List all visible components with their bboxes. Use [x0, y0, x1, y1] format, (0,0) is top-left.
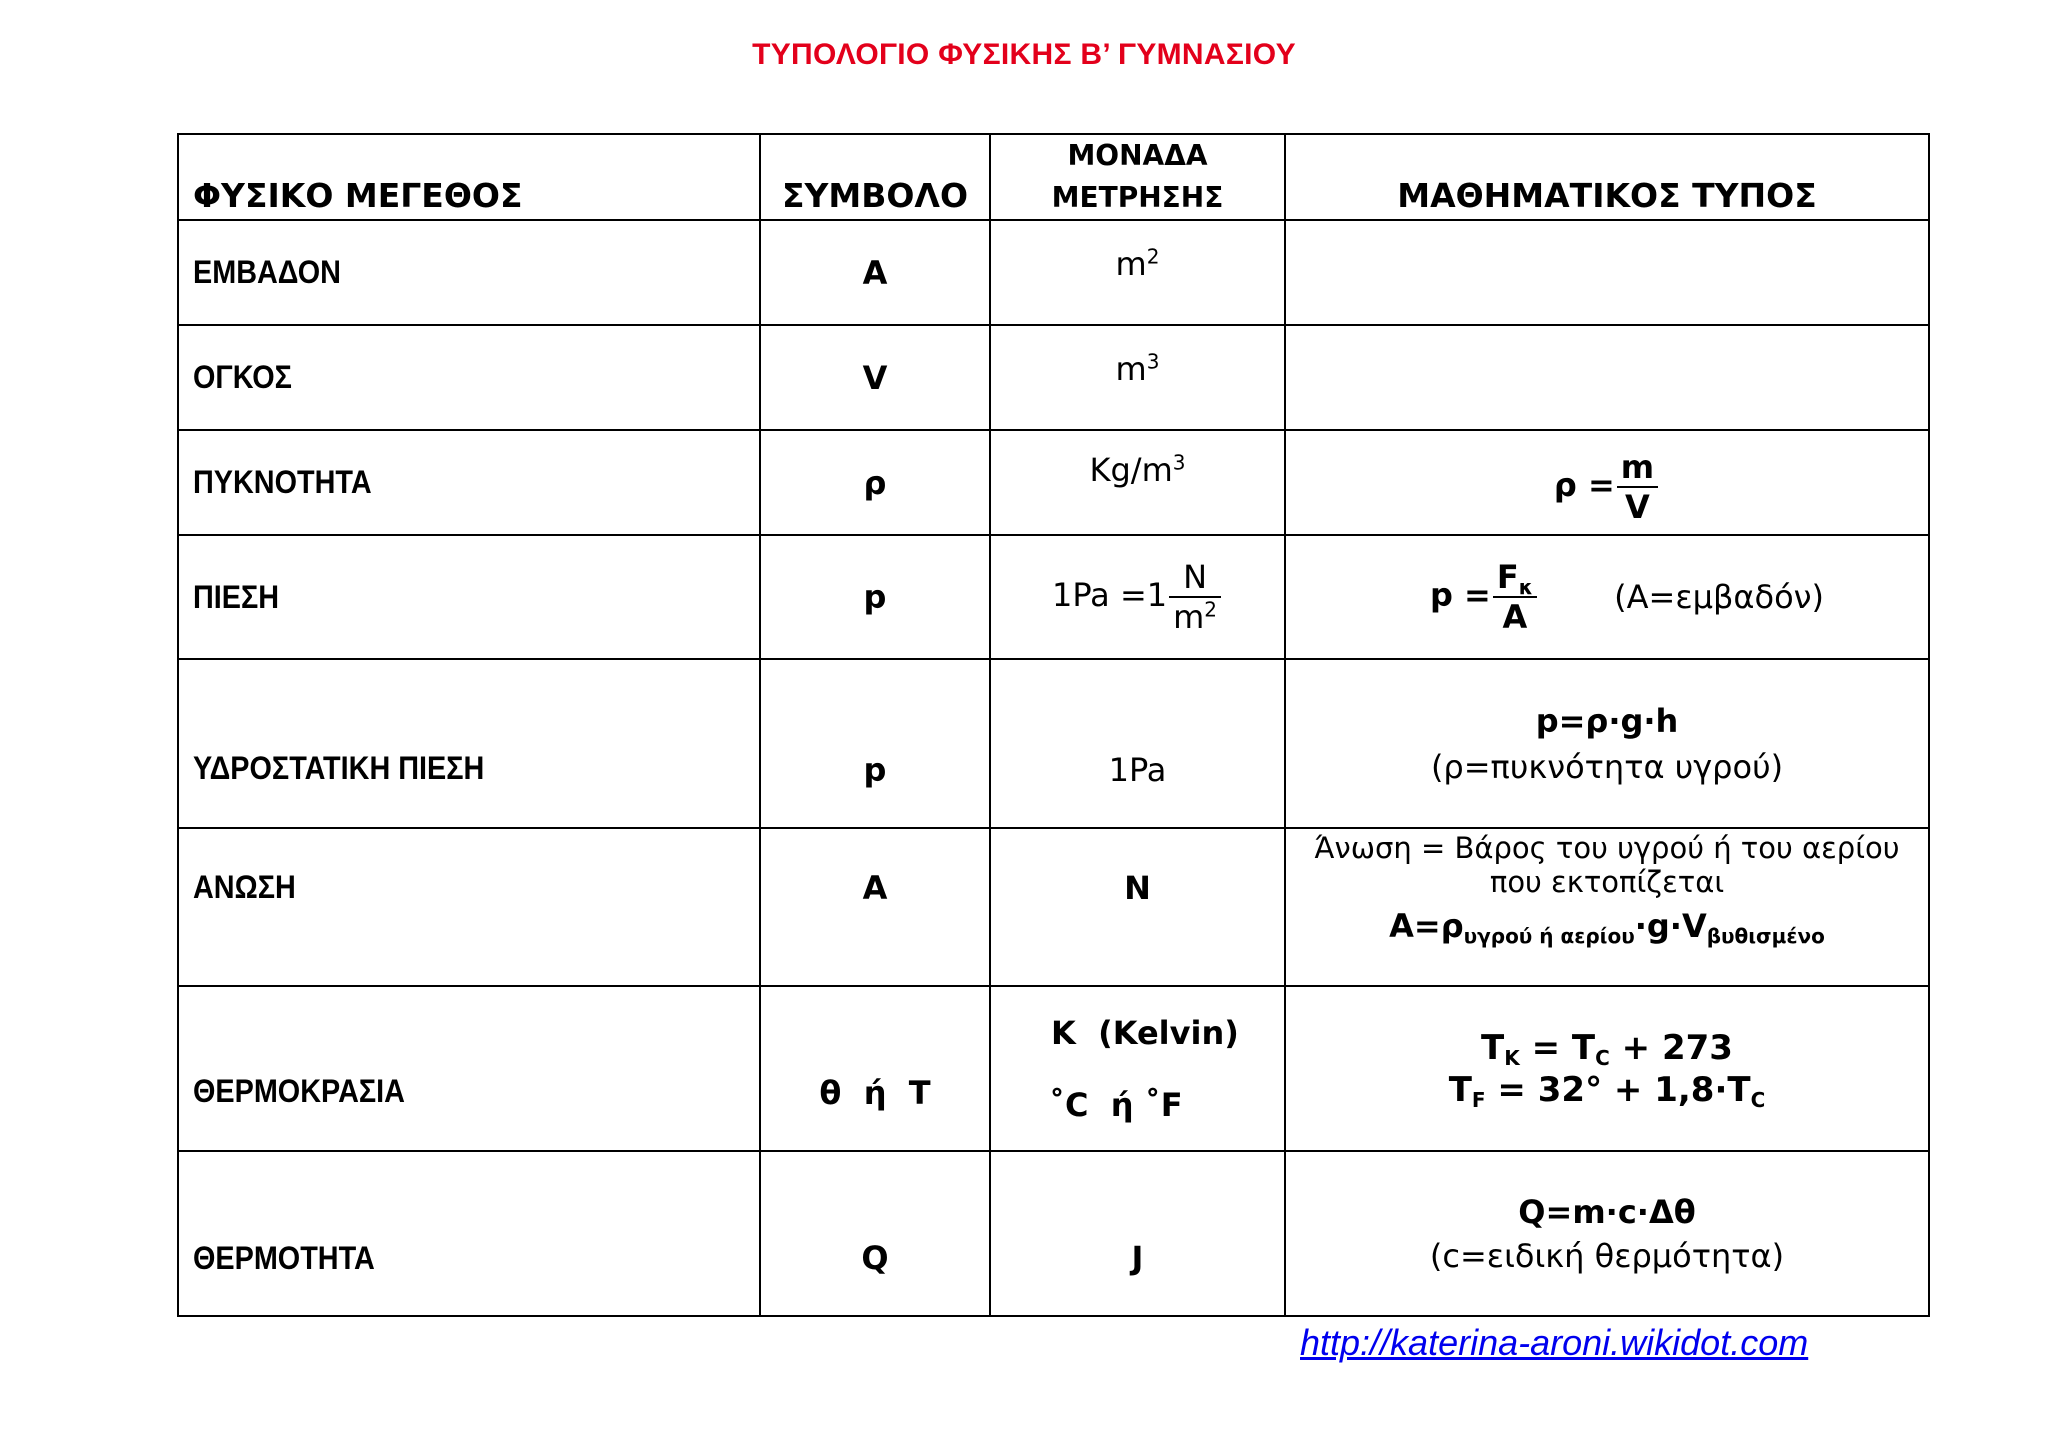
table-row — [178, 1151, 1929, 1316]
row-name: ΘΕΡΜΟΚΡΑΣΙΑ — [178, 986, 760, 1151]
density-fraction: $\frac{m}{V}$ — [1617, 448, 1658, 526]
row-unit: $m^2$ — [990, 220, 1285, 325]
pressure-note: (Α=εμβαδόν) — [1614, 578, 1824, 616]
header-unit — [990, 134, 1285, 220]
row-unit — [990, 986, 1285, 1151]
pressure-formula: p = $\frac{F\kappa}{A}$ — [1430, 558, 1539, 636]
row-unit: N — [990, 828, 1285, 986]
row-unit: 1Pa =1 $\frac{N}{m^2}$ — [990, 535, 1285, 659]
table-row — [178, 659, 1929, 828]
buoyancy-formula: A=ρυγρού ή αερίου·g·Vβυθισμένο — [1389, 907, 1825, 948]
row-symbol: θ ή T — [760, 986, 990, 1151]
row-name: ΠΙΕΣΗ — [178, 535, 760, 659]
table-row — [178, 828, 1929, 986]
row-name: ΟΓΚΟΣ — [178, 325, 760, 430]
pascal-fraction: $\frac{N}{m^2}$ — [1169, 558, 1221, 636]
row-symbol: ρ — [760, 430, 990, 535]
row-name: ΥΔΡΟΣΤΑΤΙΚΗ ΠΙΕΣΗ — [178, 659, 760, 828]
row-symbol: Q — [760, 1151, 990, 1316]
row-formula — [1285, 325, 1929, 430]
formula-table — [177, 133, 1930, 1317]
header-row — [178, 134, 1929, 220]
heat-formula: Q=m·c·Δθ — [1518, 1192, 1696, 1231]
row-symbol: V — [760, 325, 990, 430]
row-name: ΠΥΚΝΟΤΗΤΑ — [178, 430, 760, 535]
kelvin-formula: TK = TC + 273 — [1481, 1027, 1733, 1070]
row-symbol: A — [760, 220, 990, 325]
temp-unit-line2: ˚C ή ˚F — [1049, 1085, 1183, 1124]
hydrostatic-formula: p=ρ·g·h — [1535, 701, 1679, 740]
row-symbol: p — [760, 659, 990, 828]
row-unit: J — [990, 1151, 1285, 1316]
row-formula — [1285, 220, 1929, 325]
row-symbol: p — [760, 535, 990, 659]
table-row — [178, 220, 1929, 325]
table-row — [178, 325, 1929, 430]
row-formula: ρ = $\frac{m}{V}$ — [1285, 430, 1929, 535]
row-unit: 1Pa — [990, 659, 1285, 828]
row-formula — [1285, 986, 1929, 1151]
footer-link[interactable]: http://katerina-aroni.wikidot.com — [1300, 1322, 1809, 1363]
table-row — [178, 535, 1929, 659]
header-symbol: ΣΥΜΒΟΛΟ — [760, 134, 990, 220]
page-title: ΤΥΠΟΛΟΓΙΟ ΦΥΣΙΚΗΣ Β’ ΓΥΜΝΑΣΙΟΥ — [752, 38, 1296, 71]
row-unit: $Kg/m^3$ — [990, 430, 1285, 535]
row-formula — [1285, 1151, 1929, 1316]
row-formula — [1285, 535, 1929, 659]
temp-unit-line1: K (Kelvin) — [1051, 1013, 1239, 1052]
header-name: ΦΥΣΙΚΟ ΜΕΓΕΘΟΣ — [178, 134, 760, 220]
row-formula — [1285, 828, 1929, 986]
row-name: ΕΜΒΑΔΟΝ — [178, 220, 760, 325]
row-formula — [1285, 659, 1929, 828]
row-unit: $m^3$ — [990, 325, 1285, 430]
hydrostatic-note: (ρ=πυκνότητα υγρού) — [1430, 747, 1784, 786]
row-name: ΘΕΡΜΟΤΗΤΑ — [178, 1151, 760, 1316]
row-symbol: A — [760, 828, 990, 986]
header-formula: ΜΑΘΗΜΑΤΙΚΟΣ ΤΥΠΟΣ — [1285, 134, 1929, 220]
heat-note: (c=ειδική θερμότητα) — [1429, 1236, 1785, 1275]
table-row — [178, 986, 1929, 1151]
buoyancy-text: Άνωση = Βάρος του υγρού ή του αερίου που εκτοπίζεται — [1314, 831, 1900, 899]
row-name: ΑΝΩΣΗ — [178, 828, 760, 986]
table-row — [178, 430, 1929, 535]
fahrenheit-formula: TF = 32° + 1,8·TC — [1448, 1069, 1766, 1112]
header-unit-line2: ΜΕΤΡΗΣΗΣ — [1051, 181, 1224, 214]
header-unit-line1: ΜΟΝΑΔΑ — [1067, 139, 1208, 172]
